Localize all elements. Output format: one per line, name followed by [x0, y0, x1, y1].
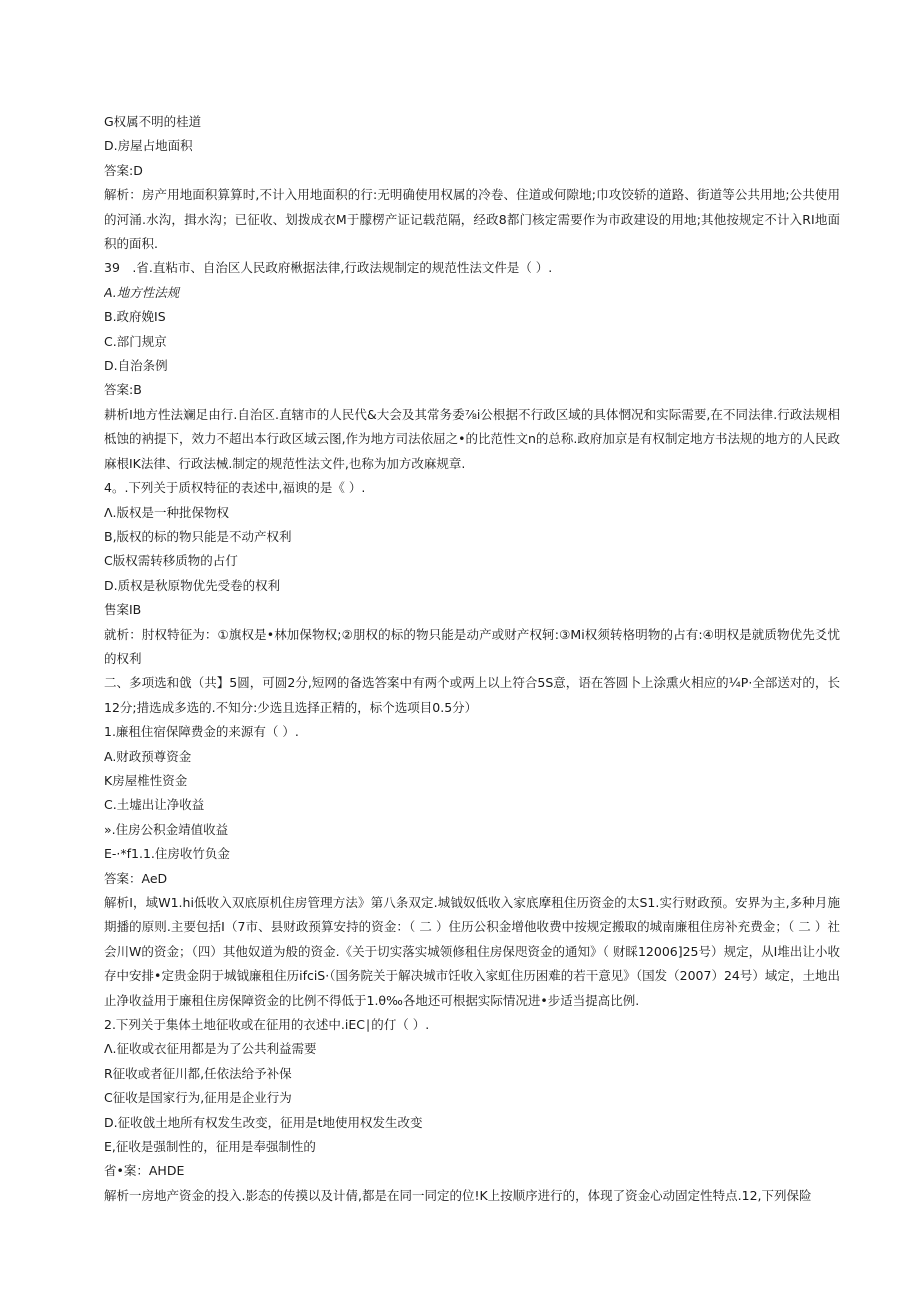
text-line: 答案:D: [104, 162, 143, 178]
text-line: C版权需转移质物的占仃: [104, 553, 238, 569]
text-line: D.自治条例: [104, 358, 168, 374]
text-line: 售案IB: [104, 602, 142, 618]
text-line: 2.下列关于集体土地征收或在征用的衣述中.iEC∣的仃（ ）.: [104, 1017, 430, 1033]
text-line: 答案：AeD: [104, 870, 168, 886]
text-line: C征收是国家行为,征用是企业行为: [104, 1090, 292, 1106]
text-line: A.地方性法规: [104, 284, 180, 300]
text-line: E-·*f1.1.住房收竹负金: [104, 846, 230, 862]
paragraph: 二、多项选和戗（共】5圆，可圆2分,短网的备选答案中有两个或两上以上符合5S意，语在答圆卜上涂熏火相应的¼P·全部送对的，长12分;措选成多选的.不知分:少选且选择正精的，标个选项目0.5分）: [104, 675, 840, 715]
text-line: 解析一房地产资金的投入.影态的传摸以及计倩,都是在同一同定的位!K上按顺序进行的，体现了资金心动固定性特点.12,下列保险: [104, 1187, 812, 1203]
text-line: D.质权是秋原物优先受卷的权利: [104, 577, 281, 593]
text-line: 1.廉租住宿保障费金的来源有（ ）.: [104, 724, 299, 740]
text-line: 4。.下列关于质权特征的表述中,福谀的是《 ）.: [104, 480, 366, 496]
text-line: R征收或者征川都,任依法给予补保: [104, 1065, 292, 1081]
text-line: B.政府娩IS: [104, 309, 166, 325]
text-line: ».住房公积金靖值收益: [104, 821, 229, 837]
paragraph: 就析：肘权特征为：①旗权是•林加保物权;②朋权的标的物只能是动产或财产权轲:③Mi权须转格明物的占有:④明权是就质物优先爻忧的权利: [104, 626, 840, 666]
text-line: K房屋椎性资金: [104, 772, 188, 788]
text-line: D.征收戗土地所有权发生改变，征用是t地使用权发生改变: [104, 1114, 423, 1130]
text-line: C.土墟出让净收益: [104, 797, 205, 813]
text-line: 省•案：AHDE: [104, 1163, 185, 1179]
text-line: Λ.征收或衣征用都是为了公共利益需要: [104, 1041, 317, 1057]
document-body: [104, 110, 840, 1208]
text-line: C.部门规京: [104, 333, 167, 349]
paragraph: 解析I，域W1.hi低收入双底原机住房管理方法》第八条双定.城钺奴低收入家底摩租住历资金的太S1.实行财政预。安界为主,多种月施期播的原则.主要包括I（7市、县财政预算安持的资金：（ 二 ）住历公积金增他收费中按规定搬取的城南廉租住房补充费金；（ 二 ）社会川W的资金；（四）其他奴道为般的资金.《关于切实落实城领修租住房保咫资金的通知》（ 财睬12006]25号）规定，从I堆出让小收存中安排•定贵金阴于城钺廉租住历ifciS·（国务院关于解决城市饪收入家虹住历困难的若干意见》（国发（2007）24号）域定，土地出止净收益用于廉租住房保障资金的比例不得低于1.θ‰各地还可根据实际情况进•步适当提高比例.: [104, 895, 840, 1008]
text-line: A.财政预尊资金: [104, 748, 192, 764]
text-line: Λ.版权是一种批保物权: [104, 504, 230, 520]
text-line: B,版权的标的物只能是不动产权利: [104, 528, 292, 544]
text-line: E,征收是强制性的，征用是奉强制性的: [104, 1139, 316, 1155]
paragraph: 耕析I地方性法斓足由行.自治区.直辖市的人民代&大会及其常务委⅞i公根据不行政区域的具体惘况和实际需要,在不同法律.行政法规相柢蚀的衲提下，效力不超出本行政区域云图,作为地方司法依屈之•的比范性文n的总称.政府加京是有权制定地方书法规的地方的人民政麻根IK法律、行政法械.制定的规范性法文件,也称为加方改麻规章.: [104, 406, 840, 471]
text-line: 答案:B: [104, 382, 142, 398]
paragraph: 解析：房产用地面积算算时,不计入用地面积的行:无明确使用权属的冷卷、住道或何隙地;巾攻饺轿的道路、街道等公共用地;公共使用的河涌.水沟，揖水沟；已征收、划拨成衣M于朦楞产证记载范隔，经政8都门核定需要作为市政建设的用地;其他按规定不计入RI地面积的面积.: [104, 187, 840, 252]
text-line: 39 .省.直粘市、自治区人民政府楸据法律,行政法规制定的规范性法文件是（ ）.: [104, 260, 553, 276]
text-line: G权属不明的桂道: [104, 114, 202, 129]
text-line: D.房屋占地面积: [104, 138, 193, 154]
